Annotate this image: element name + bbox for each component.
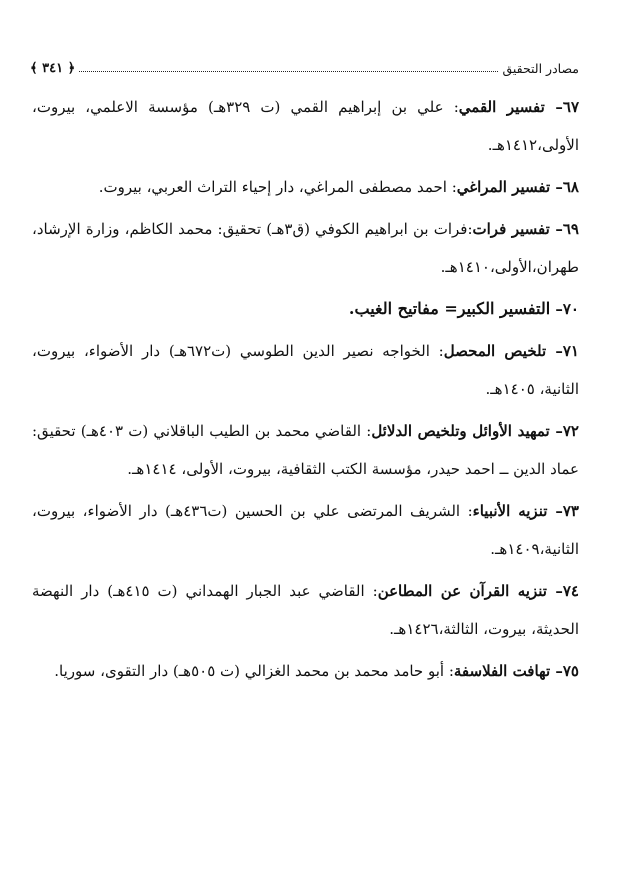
entry-details: : الشريف المرتضى علي بن الحسين (ت٤٣٦هـ) دار الأضواء، بيروت، الثانية،١٤٠٩هـ. xyxy=(32,502,579,558)
entry-details: : الخواجه نصير الدين الطوسي (ت٦٧٢هـ) دار الأضواء، بيروت، الثانية، ١٤٠٥هـ. xyxy=(32,342,579,398)
bibliography-entry xyxy=(32,290,579,328)
bibliography-entry xyxy=(32,412,579,488)
bibliography-entry xyxy=(32,88,579,164)
entry-number: ٧٠– xyxy=(550,300,579,318)
entry-title: تهافت الفلاسفة xyxy=(453,662,551,680)
entry-title: تنزيه الأنبياء xyxy=(472,502,548,520)
entry-title: تفسير فرات xyxy=(472,220,550,238)
entry-title: تلخيص المحصل xyxy=(443,342,547,360)
entry-title: تمهيد الأوائل وتلخيص الدلائل xyxy=(371,422,550,440)
entry-number: ٧٢– xyxy=(549,422,579,440)
running-title: مصادر التحقيق xyxy=(502,60,579,76)
entry-details: :فرات بن ابراهيم الكوفي (ق٣هـ) تحقيق: محمد الكاظم، وزارة الإرشاد، طهران،الأولى،١٤١٠هـ. xyxy=(32,220,579,276)
bibliography-entry xyxy=(32,168,579,206)
entry-number: ٦٧– xyxy=(544,98,580,116)
page-header xyxy=(30,57,579,79)
entry-number: ٦٩– xyxy=(549,220,579,238)
dotted-leader xyxy=(79,70,498,72)
entry-title: تفسير القمي xyxy=(458,98,545,116)
entry-details: : القاضي عبد الجبار الهمداني (ت ٤١٥هـ) دار النهضة الحديثة، بيروت، الثالثة،١٤٢٦هـ. xyxy=(32,582,579,638)
entry-number: ٧٥– xyxy=(550,662,579,680)
bibliography-entry xyxy=(32,572,579,648)
bibliography-entry xyxy=(32,492,579,568)
entry-title: تفسير المراغي xyxy=(456,178,551,196)
entry-details: : أبو حامد محمد بن محمد الغزالي (ت ٥٠٥هـ) دار التقوى، سوريا. xyxy=(54,662,454,680)
bibliography-entry xyxy=(32,652,579,690)
entry-title: التفسير الكبير= مفاتيح الغيب. xyxy=(348,299,551,318)
entry-title: تنزيه القرآن عن المطاعن xyxy=(377,582,547,600)
bibliography-entry xyxy=(32,210,579,286)
entry-details: : القاضي محمد بن الطيب الباقلاني (ت ٤٠٣هـ) تحقيق: عماد الدين ــ احمد حيدر، مؤسسة الكتب الثقافية، بيروت، الأولى، ١٤١٤هـ. xyxy=(32,422,579,478)
entry-details: : احمد مصطفى المراغي، دار إحياء التراث العربي، بيروت. xyxy=(98,178,457,196)
entry-number: ٧٤– xyxy=(546,582,579,600)
entry-details: : علي بن إبراهيم القمي (ت ٣٢٩هـ) مؤسسة الاعلمي، بيروت، الأولى،١٤١٢هـ. xyxy=(32,98,579,154)
entry-number: ٦٨– xyxy=(550,178,579,196)
entry-number: ٧١– xyxy=(546,342,579,360)
page-number: ﴿ ٣٤١ ﴾ xyxy=(30,60,76,76)
entry-number: ٧٣– xyxy=(547,502,579,520)
bibliography-entry xyxy=(32,332,579,408)
bibliography-list xyxy=(32,88,579,694)
